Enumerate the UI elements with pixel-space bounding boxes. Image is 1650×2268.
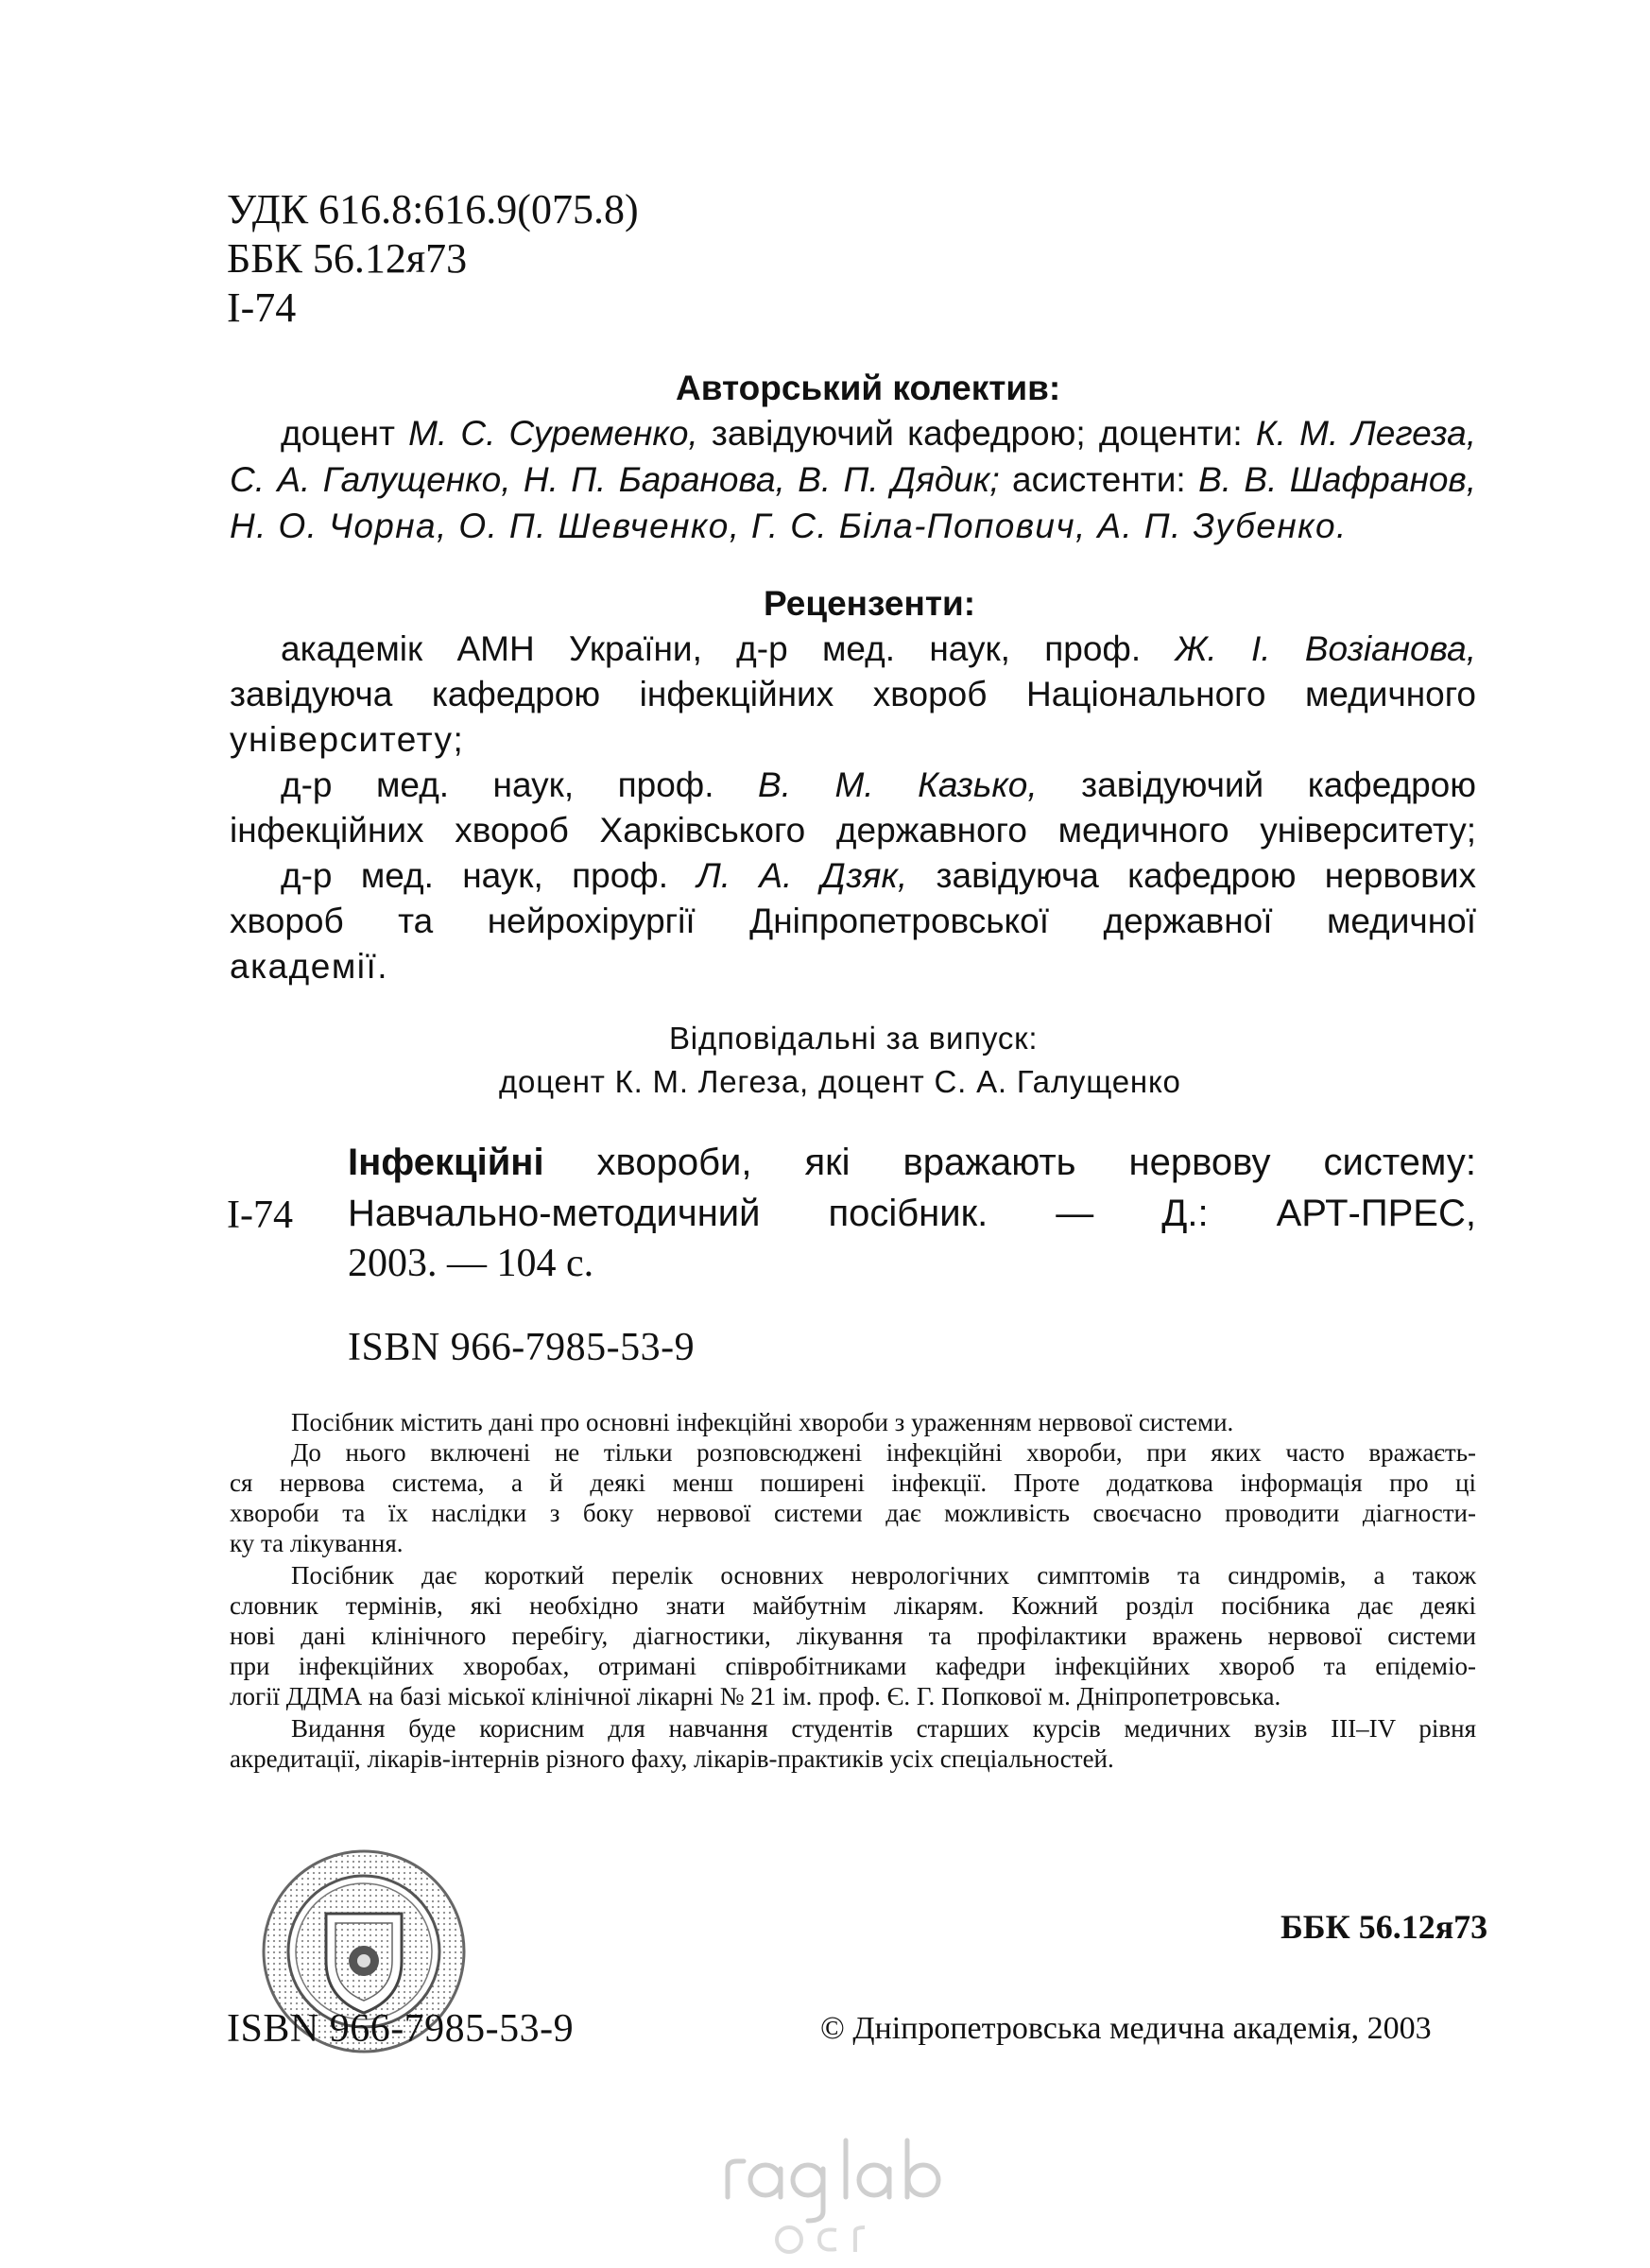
reviewers-heading: Рецензенти:	[764, 584, 976, 623]
reviewer-1-line-2: завідуюча кафедрою інфекційних хвороб Національного медичного	[230, 675, 1476, 713]
ocr-watermark-icon	[713, 2131, 950, 2263]
text-run: М. С. Суременко,	[408, 414, 698, 453]
abstract-p2-line: До нього включені не тільки розповсюджені інфекційні хвороби, при яких часто вражаєть-	[291, 1438, 1476, 1467]
text-run: завідуючий кафедрою; доценти:	[697, 414, 1256, 453]
record-index: І-74	[227, 1194, 293, 1237]
text-run: д-р мед. наук, проф.	[281, 765, 759, 804]
book-description: Навчально-методичний посібник. — Д.: АРТ-ПРЕС,	[348, 1193, 1476, 1234]
reviewer-1-line-1	[281, 629, 1476, 669]
abstract-p3-line: словник термінів, які необхідно знати майбутнім лікарям. Кожний розділ посібника дає деякі	[230, 1591, 1476, 1620]
abstract-p3-line: нові дані клінічного перебігу, діагностики, лікування та профілактики вражень нервової системи	[230, 1622, 1476, 1650]
reviewer-3-line-2: хвороб та нейрохірургії Дніпропетровської державної медичної	[230, 902, 1476, 940]
text-run: С. А. Галущенко, Н. П. Баранова, В. П. Дядик;	[230, 460, 1000, 499]
abstract-p2-line: ку та лікування.	[230, 1529, 404, 1557]
authors-line-2	[230, 460, 1476, 500]
record-isbn: ISBN 966-7985-53-9	[348, 1326, 696, 1369]
abstract-p2-line: хвороби та їх наслідки з боку нервової системи дає можливість своєчасно проводити діагности-	[230, 1499, 1476, 1527]
reviewer-1-line-3: університету;	[230, 720, 465, 759]
text-run: Ж. І. Возіанова,	[1175, 629, 1476, 668]
responsible-names: доцент К. М. Легеза, доцент С. А. Галущенко	[499, 1064, 1181, 1099]
reviewer-3-line-1	[281, 856, 1476, 896]
text-run: В. В. Шафранов,	[1198, 460, 1476, 499]
reviewer-2-line-1	[281, 765, 1476, 805]
book-title-bold: Інфекційні	[348, 1142, 544, 1183]
text-run: Н. О. Чорна, О. П. Шевченко, Г. С. Біла-Попович, А. П. Зубенко.	[230, 507, 1348, 545]
text-run: доцент	[281, 414, 409, 453]
abstract-p1: Посібник містить дані про основні інфекційні хвороби з ураженням нервової системи.	[291, 1408, 1234, 1436]
text-run: В. М. Казько,	[758, 765, 1038, 804]
catalog-index: І-74	[227, 284, 297, 331]
text-run: К. М. Легеза,	[1255, 414, 1476, 453]
footer-copyright: © Дніпропетровська медична академія, 2003	[820, 2011, 1432, 2046]
footer-isbn: ISBN 966-7985-53-9	[227, 2007, 575, 2051]
abstract-p3-line: при інфекційних хворобах, отримані співробітниками кафедри інфекційних хвороб та епідеміо-	[230, 1652, 1476, 1680]
text-run: асистенти:	[999, 460, 1199, 499]
text-run: Л. А. Дзяк,	[696, 856, 908, 895]
authors-line-1	[281, 414, 1476, 454]
book-title-line	[348, 1142, 1476, 1184]
abstract-p3-line: логії ДДМА на базі міської клінічної лікарні № 21 ім. проф. Є. Г. Попкової м. Дніпропетровська.	[230, 1682, 1281, 1710]
text-run: академік АМН України, д-р мед. наук, проф.	[281, 629, 1176, 668]
footer-bbk: ББК 56.12я73	[1280, 1908, 1488, 1946]
book-year-pages: 2003. — 104 с.	[348, 1242, 594, 1285]
abstract-p4-line: акредитації, лікарів-інтернів різного фаху, лікарів-практиків усіх спеціальностей.	[230, 1744, 1114, 1773]
authors-line-3	[230, 507, 1348, 546]
abstract-p4-line: Видання буде корисним для навчання студентів старших курсів медичних вузів III–IV рівня	[291, 1714, 1476, 1743]
reviewer-3-line-3: академії.	[230, 947, 389, 986]
authors-heading: Авторський колектив:	[676, 369, 1061, 407]
book-title-rest: хвороби, які вражають нервову систему:	[543, 1142, 1476, 1183]
text-run: завідуючий кафедрою	[1037, 765, 1476, 804]
text-run: д-р мед. наук, проф.	[281, 856, 697, 895]
reviewer-2-line-2: інфекційних хвороб Харківського державного медичного університету;	[230, 811, 1476, 850]
bbk-code: ББК 56.12я73	[227, 235, 468, 282]
abstract-p2-line: ся нервова система, а й деякі менш поширені інфекції. Проте додаткова інформація про ці	[230, 1469, 1476, 1497]
text-run: завідуюча кафедрою нервових	[907, 856, 1476, 895]
udk-code: УДК 616.8:616.9(075.8)	[227, 186, 639, 232]
responsible-heading: Відповідальні за випуск:	[669, 1021, 1039, 1056]
abstract-p3-line: Посібник дає короткий перелік основних неврологічних симптомів та синдромів, а також	[291, 1561, 1476, 1589]
